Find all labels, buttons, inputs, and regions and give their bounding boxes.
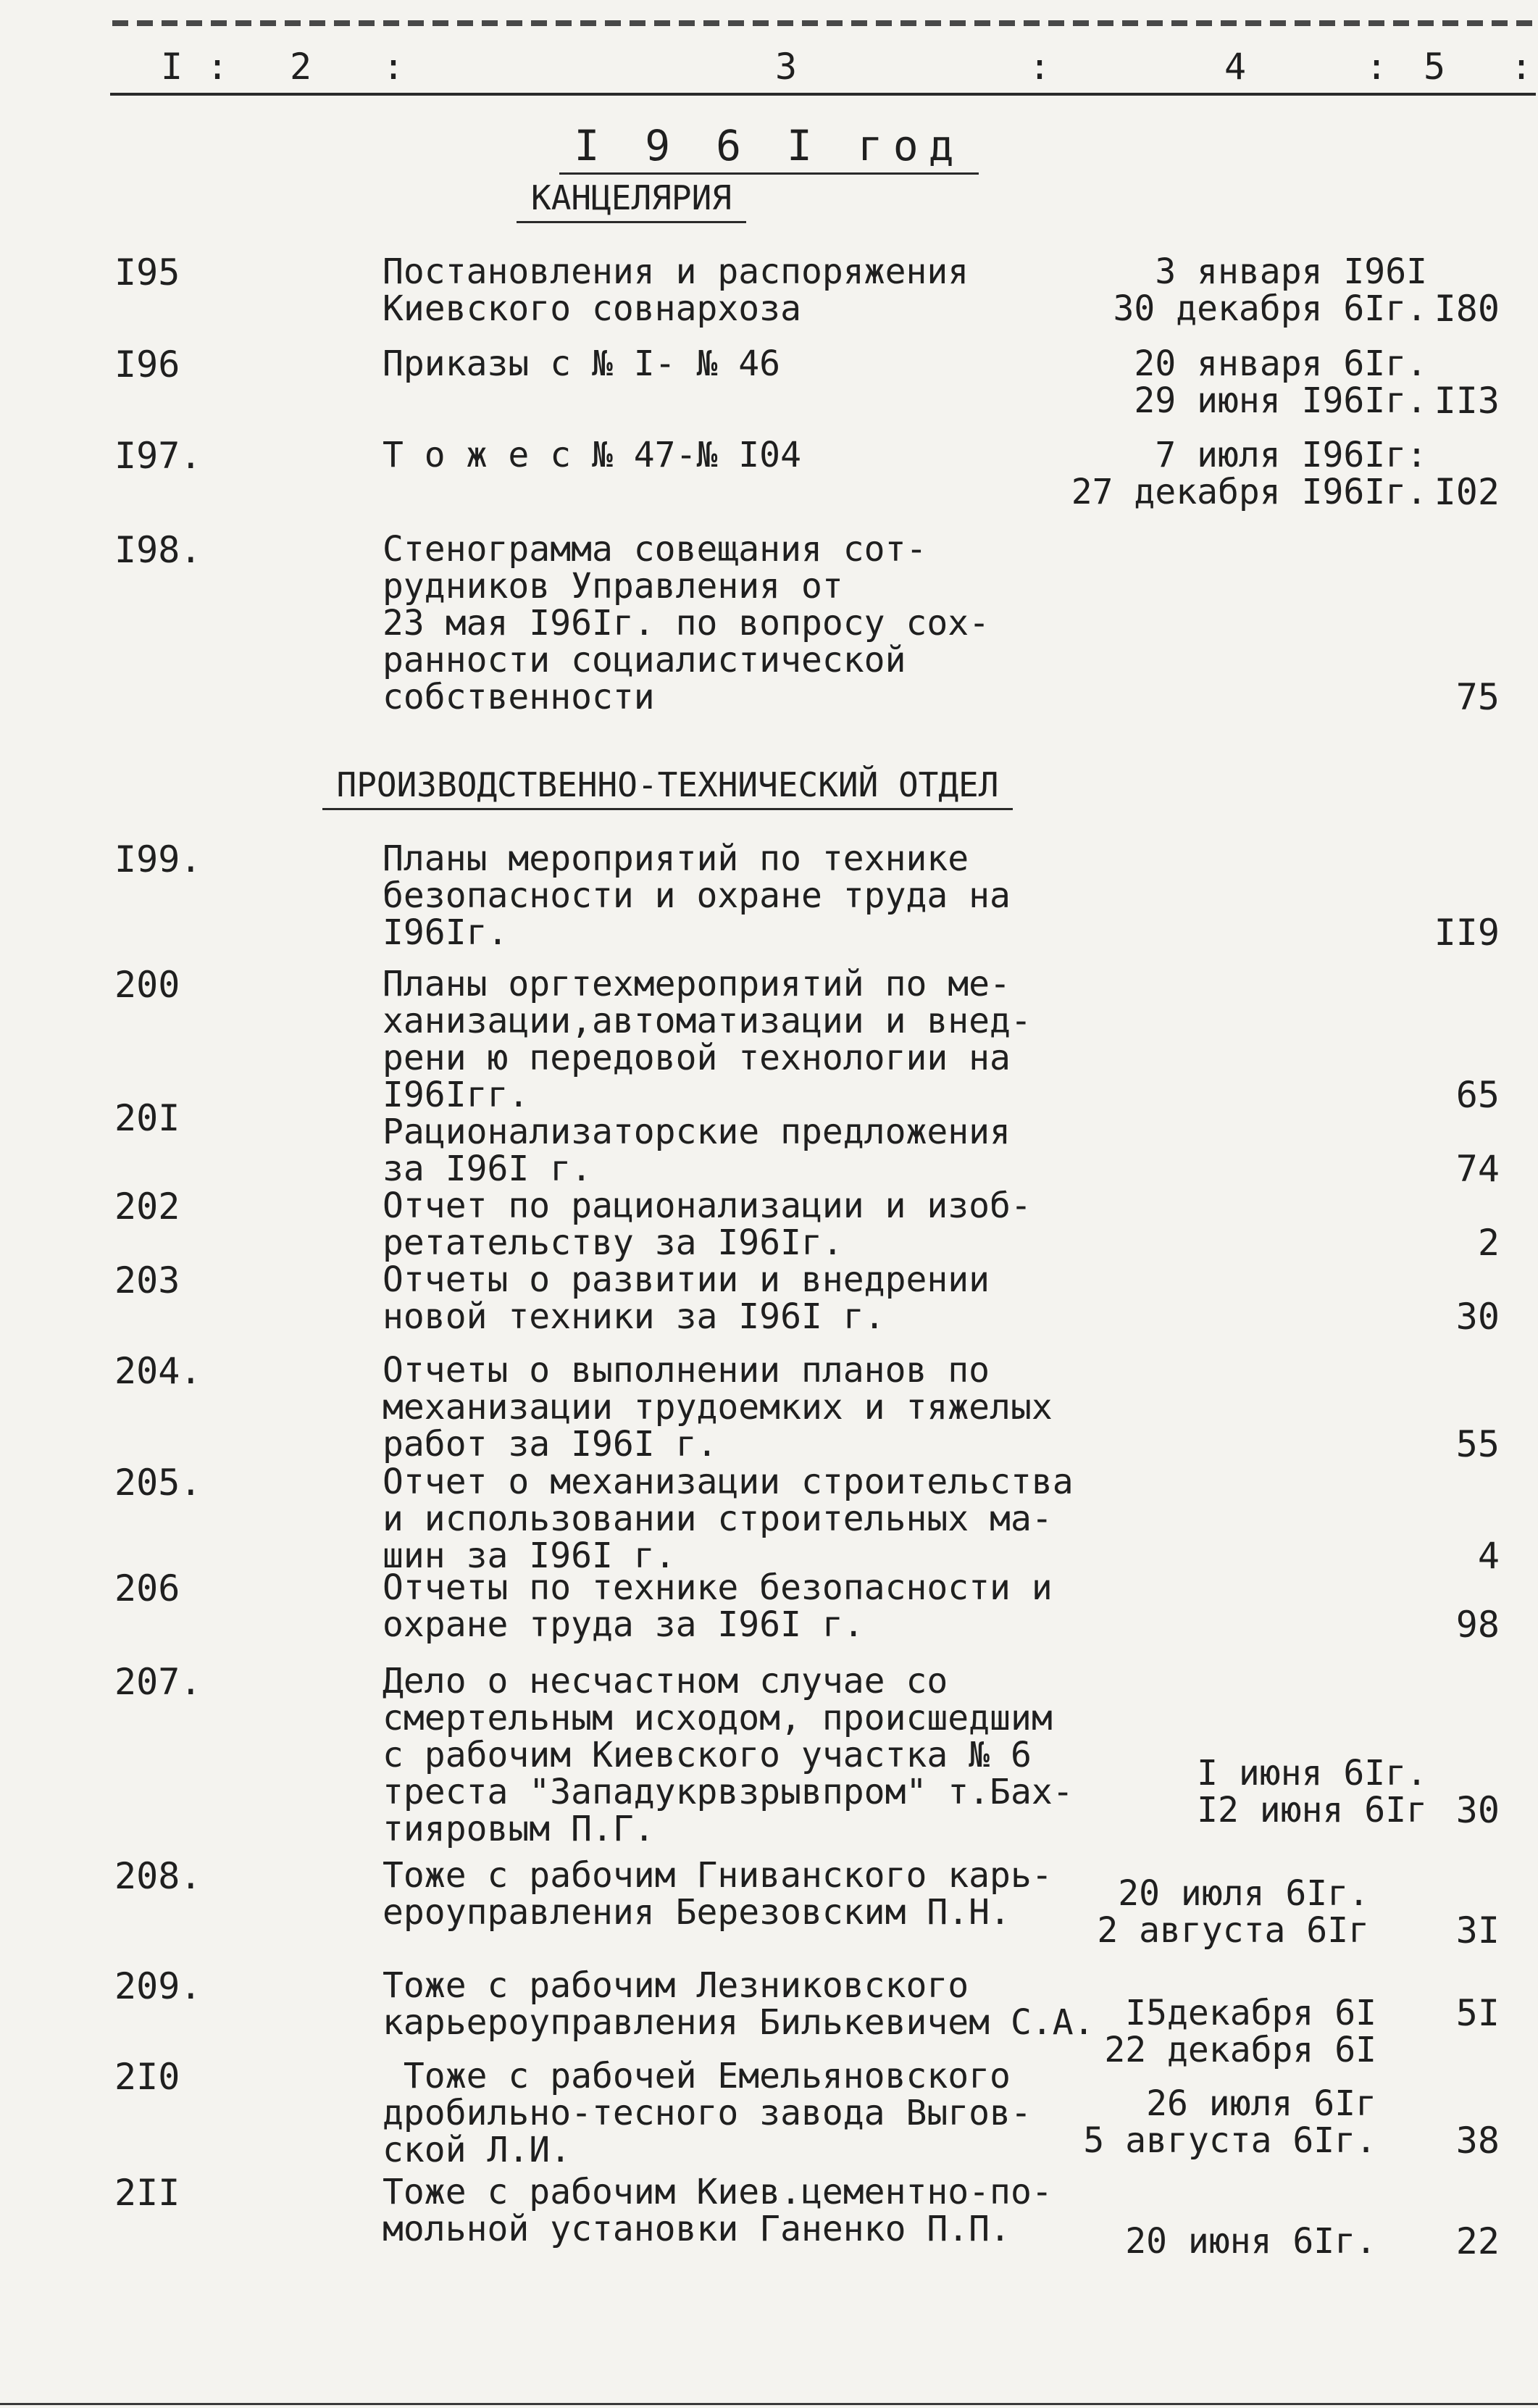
section-title-chancellery: КАНЦЕЛЯРИЯ (0, 178, 1400, 223)
header-separator: : (1029, 46, 1051, 88)
entry-number: 208. (114, 1855, 202, 1897)
entry-description: Отчеты по технике безопасности и охране труда за I96I г. (383, 1567, 1053, 1645)
entry-description: Дело о несчастном случае со смертельным исходом, происшедшим с рабочим Киевского участка № 6 треста "Западукрвзрывпром" т.Бах- тияровым П.Г. (383, 1661, 1074, 1849)
entry-description: Тоже с рабочим Гниванского карь- ероуправления Березовским П.Н. (383, 1855, 1053, 1933)
entry-pages: 30 (1455, 1296, 1500, 1338)
header-col-5: 5 (1424, 46, 1446, 88)
entry-number: 200 (114, 964, 180, 1006)
header-rule (110, 93, 1536, 96)
entry-dates: 20 июня 6Iг. (1125, 2221, 1376, 2262)
header-separator: : (206, 46, 229, 88)
entry-pages: II9 (1434, 912, 1500, 954)
entry-number: 2II (114, 2172, 180, 2214)
entry-dates: I5декабря 6I 22 декабря 6I (1104, 1993, 1376, 2070)
entry-pages: 4 (1477, 1535, 1500, 1577)
year-title: I 9 6 I год (0, 122, 1538, 175)
entry-description: Т о ж е с № 47-№ I04 (383, 435, 801, 475)
header-dash-line (112, 20, 1536, 26)
entry-description: Тоже с рабочей Емельяновского дробильно-тесного завода Выгов- ской Л.И. (383, 2056, 1032, 2170)
entry-number: 209. (114, 1965, 202, 2007)
entry-description: Планы мероприятий по технике безопасности и охране труда на I96Iг. (383, 838, 1011, 953)
entry-pages: 2 (1477, 1222, 1500, 1264)
entry-number: 203 (114, 1259, 180, 1301)
entry-pages: I02 (1434, 471, 1500, 513)
entry-description: Стенограмма совещания сот- рудников Управления от 23 мая I96Iг. по вопросу сох- ранности социалистической собственности (383, 529, 990, 717)
entry-description: Постановления и распоряжения Киевского совнархоза (383, 251, 969, 329)
entry-number: 205. (114, 1462, 202, 1504)
bottom-rule (0, 2403, 1538, 2405)
entry-description: Планы оргтехмероприятий по ме- ханизации,автоматизации и внед- рени ю передовой технологии на I96Iгг. (383, 964, 1032, 1115)
entry-pages: 22 (1455, 2220, 1500, 2262)
section-title-production-technical: ПРОИЗВОДСТВЕННО-ТЕХНИЧЕСКИЙ ОТДЕЛ (0, 765, 1437, 810)
entry-number: I97. (114, 435, 202, 477)
entry-number: I95 (114, 251, 180, 293)
entry-pages: II3 (1434, 380, 1500, 422)
entry-dates: I июня 6Iг. I2 июня 6Iг (1197, 1753, 1427, 1830)
entry-dates: 7 июля I96Iг: 27 декабря I96Iг. (1071, 435, 1427, 512)
entry-pages: 5I (1455, 1992, 1500, 2034)
entry-pages: 38 (1455, 2120, 1500, 2162)
header-separator: : (1510, 46, 1533, 88)
entry-dates: 20 июля 6Iг. 2 августа 6Iг (1097, 1873, 1369, 1951)
entry-pages: I80 (1434, 288, 1500, 330)
entry-dates: 3 января I96I 30 декабря 6Iг. (1113, 251, 1427, 329)
entry-pages: 75 (1455, 676, 1500, 718)
entry-description: Рационализаторские предложения за I96I г. (383, 1112, 1011, 1189)
entry-pages: 30 (1455, 1789, 1500, 1831)
entry-description: Отчет о механизации строительства и использовании строительных ма- шин за I96I г. (383, 1462, 1074, 1576)
header-separator: : (1366, 46, 1388, 88)
entry-description: Приказы с № I- № 46 (383, 343, 781, 384)
entry-pages: 3I (1455, 1909, 1500, 1951)
header-col-4: 4 (1224, 46, 1247, 88)
entry-number: 207. (114, 1661, 202, 1703)
entry-pages: 55 (1455, 1423, 1500, 1465)
entry-number: 204. (114, 1350, 202, 1392)
entry-number: I98. (114, 529, 202, 571)
header-col-2: 2 (290, 46, 312, 88)
entry-description: Отчеты о развитии и внедрении новой техники за I96I г. (383, 1259, 990, 1337)
entry-description: Тоже с рабочим Киев.цементно-по- мольной установки Ганенко П.П. (383, 2172, 1053, 2249)
entry-dates: 20 января 6Iг. 29 июня I96Iг. (1134, 343, 1427, 421)
entry-number: 206 (114, 1567, 180, 1609)
header-col-1: I (161, 46, 183, 88)
entry-description: Отчеты о выполнении планов по механизации трудоемких и тяжелых работ за I96I г. (383, 1350, 1053, 1465)
entry-dates: 26 июля 6Iг 5 августа 6Iг. (1083, 2083, 1376, 2161)
entry-pages: 74 (1455, 1148, 1500, 1190)
header-col-3: 3 (775, 46, 798, 88)
entry-number: I96 (114, 343, 180, 386)
entry-number: 202 (114, 1186, 180, 1228)
entry-number: I99. (114, 838, 202, 880)
header-separator: : (383, 46, 405, 88)
entry-pages: 65 (1455, 1074, 1500, 1116)
entry-pages: 98 (1455, 1604, 1500, 1646)
entry-description: Отчет по рационализации и изоб- ретательству за I96Iг. (383, 1186, 1032, 1263)
entry-number: 2I0 (114, 2056, 180, 2098)
entry-description: Тоже с рабочим Лезниковского карьероуправления Билькевичем С.А. (383, 1965, 1095, 2043)
entry-number: 20I (114, 1097, 180, 1139)
